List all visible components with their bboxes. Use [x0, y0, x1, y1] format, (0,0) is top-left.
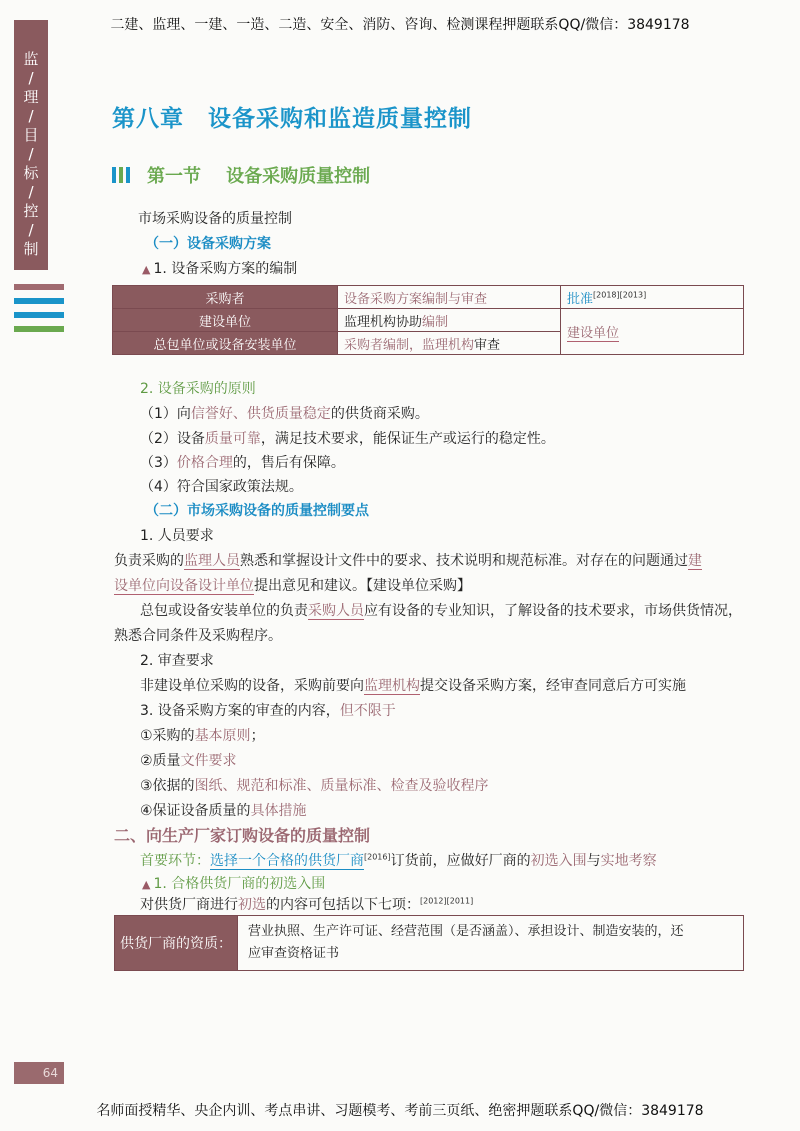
content-item-4	[140, 800, 307, 820]
table-head-cell: 供货厂商的资质：	[115, 916, 238, 971]
text: ④保证设备质量的	[140, 803, 251, 819]
text-highlight: 信誉好、供货质量稳定	[190, 406, 331, 422]
principle-2	[140, 428, 555, 448]
cell-text-highlight: 采购者编制，监理机构	[344, 337, 475, 353]
personnel-line-3	[140, 600, 742, 620]
text-highlight: 实地考察	[600, 853, 657, 869]
text-highlight: 文件要求	[180, 753, 237, 769]
text: 总包或设备安装单位的负责	[140, 603, 308, 619]
side-tab	[14, 20, 48, 270]
section-2-title: 二、向生产厂家订购设备的质量控制	[114, 826, 371, 845]
side-tab-char: /	[28, 69, 34, 87]
side-tab-char: /	[28, 183, 34, 201]
side-bar-green	[14, 326, 64, 332]
text-highlight: 监理人员	[184, 553, 240, 569]
side-tab-char: /	[28, 221, 34, 239]
text-highlight: 建	[688, 553, 702, 569]
table-cell	[561, 309, 744, 355]
table-row	[113, 286, 744, 309]
side-tab-char: 制	[23, 240, 39, 258]
text: ，满足技术要求，能保证生产或运行的稳定性。	[260, 431, 555, 447]
principle-1	[140, 403, 429, 423]
section-name: 设备采购质量控制	[226, 166, 371, 187]
text: 提出意见和建议。【建设单位采购】	[254, 578, 471, 594]
text: 提交设备采购方案，经审查同意后方可实施	[420, 678, 686, 694]
table-head-cell: 总包单位或设备安装单位	[113, 332, 338, 355]
text: 对供货厂商进行	[140, 897, 238, 913]
side-bar-blue-1	[14, 298, 64, 304]
section-title	[112, 162, 370, 188]
text: 3. 设备采购方案的审查的内容，	[140, 703, 340, 719]
principles-title: 2. 设备采购的原则	[140, 381, 256, 397]
text-highlight: 设单位向设备设计单位	[114, 578, 254, 594]
personnel-title: 1. 人员要求	[140, 528, 214, 544]
side-color-bars	[14, 284, 64, 340]
text-highlight: 具体措施	[250, 803, 307, 819]
text-highlight: 采购人员	[308, 603, 364, 619]
review-title: 2. 审查要求	[140, 653, 214, 669]
text: ①采购的	[140, 728, 195, 744]
chapter-name: 设备采购和监造质量控制	[208, 106, 472, 132]
principle-3	[140, 452, 345, 472]
page-number: 64	[14, 1062, 64, 1084]
text-highlight: 初选入围	[530, 853, 587, 869]
subheading-1: （一）设备采购方案	[145, 236, 271, 252]
content-item-3	[140, 775, 489, 795]
table-cell	[561, 286, 744, 309]
intro-text: 市场采购设备的质量控制	[138, 211, 292, 227]
table-row	[115, 916, 744, 971]
review-items	[140, 894, 473, 914]
content-title	[140, 700, 396, 720]
review-line	[140, 675, 686, 695]
year-tag: [2018][2013]	[593, 290, 647, 300]
side-tab-char: 标	[23, 164, 39, 182]
chapter-title	[112, 100, 472, 133]
cell-text-highlight: 建设单位	[567, 326, 620, 341]
cell-line: 营业执照、生产许可证、经营范围（是否涵盖）、承担设计、制造安装的，还	[248, 924, 684, 939]
text: ②质量	[140, 753, 181, 769]
cell-text: 审查	[474, 337, 501, 353]
section-label: 第一节	[147, 166, 201, 187]
cell-text: 监理机构协助	[344, 314, 423, 330]
text-highlight: 价格合理	[176, 455, 233, 471]
text: 负责采购的	[114, 553, 184, 569]
cell-line: 应审查资格证书	[248, 946, 340, 961]
text: ③依据的	[140, 778, 195, 794]
qualification-table	[114, 915, 744, 971]
top-banner: 二建、监理、一建、一造、二造、安全、消防、咨询、检测课程押题联系QQ/微信：3849178	[110, 17, 690, 33]
text: 首要环节：	[140, 853, 210, 869]
table-row	[113, 309, 744, 332]
subheading-2: （二）市场采购设备的质量控制要点	[145, 503, 369, 519]
procurement-table	[112, 285, 744, 355]
text: 熟悉和掌握设计文件中的要求、技术说明和规范标准。对存在的问题通过	[240, 553, 688, 569]
item-2-text: 1. 合格供货厂商的初选入围	[153, 876, 326, 892]
cell-text-highlight: 编制	[422, 314, 449, 330]
side-tab-text	[14, 50, 48, 259]
triangle-icon: ▲	[142, 878, 151, 891]
content-item-2	[140, 750, 237, 770]
text: 与	[586, 853, 601, 869]
table-head-cell: 采购者	[113, 286, 338, 309]
text: 应有设备的专业知识，了解设备的技术要求，市场供货情况，	[364, 603, 742, 619]
side-tab-char: 目	[23, 126, 39, 144]
year-tag: [2016]	[364, 852, 391, 862]
item-2	[142, 873, 325, 893]
text: 的，售后有保障。	[232, 455, 345, 471]
content-item-1	[140, 725, 265, 745]
side-bar-mauve	[14, 284, 64, 290]
table-cell	[338, 309, 561, 332]
approve-text: 批准	[567, 291, 594, 307]
personnel-line-1	[114, 550, 702, 570]
section-bars-icon	[112, 167, 133, 188]
text-highlight: 基本原则	[194, 728, 251, 744]
text-highlight: 质量可靠	[204, 431, 261, 447]
text: 订货前，应做好厂商的	[390, 853, 531, 869]
text: 的内容可包括以下七项：	[266, 897, 420, 913]
side-tab-char: 监	[23, 50, 39, 68]
table-cell	[238, 916, 744, 971]
text: ；	[250, 728, 265, 744]
side-tab-char: /	[28, 107, 34, 125]
text-highlight: 初选	[238, 897, 266, 913]
item-1-text: 1. 设备采购方案的编制	[153, 261, 298, 277]
table-cell: 设备采购方案编制与审查	[338, 286, 561, 309]
text-highlight: 但不限于	[339, 703, 396, 719]
table-head-cell: 建设单位	[113, 309, 338, 332]
text-highlight: 监理机构	[364, 678, 420, 694]
side-tab-char: 控	[23, 202, 39, 220]
text-highlight: 图纸、规范和标准、质量标准、检查及验收程序	[194, 778, 489, 794]
text-highlight: 选择一个合格的供货厂商	[210, 853, 364, 869]
bottom-banner: 名师面授精华、央企内训、考点串讲、习题模考、考前三页纸、绝密押题联系QQ/微信：3849178	[96, 1103, 704, 1119]
text: （3）	[140, 455, 177, 471]
text: （1）向	[140, 406, 191, 422]
principle-4: （4）符合国家政策法规。	[140, 479, 303, 495]
side-tab-char: 理	[23, 88, 39, 106]
personnel-line-2	[114, 575, 471, 595]
side-bar-blue-2	[14, 312, 64, 318]
year-tag: [2012][2011]	[420, 896, 474, 906]
item-1	[142, 258, 297, 278]
first-step	[140, 850, 657, 870]
triangle-icon: ▲	[142, 263, 151, 276]
text: 的供货商采购。	[330, 406, 429, 422]
side-tab-char: /	[28, 145, 34, 163]
table-cell	[338, 332, 561, 355]
text: 非建设单位采购的设备，采购前要向	[140, 678, 364, 694]
chapter-label: 第八章	[112, 106, 184, 132]
personnel-line-4: 熟悉合同条件及采购程序。	[114, 628, 282, 644]
text: （2）设备	[140, 431, 205, 447]
